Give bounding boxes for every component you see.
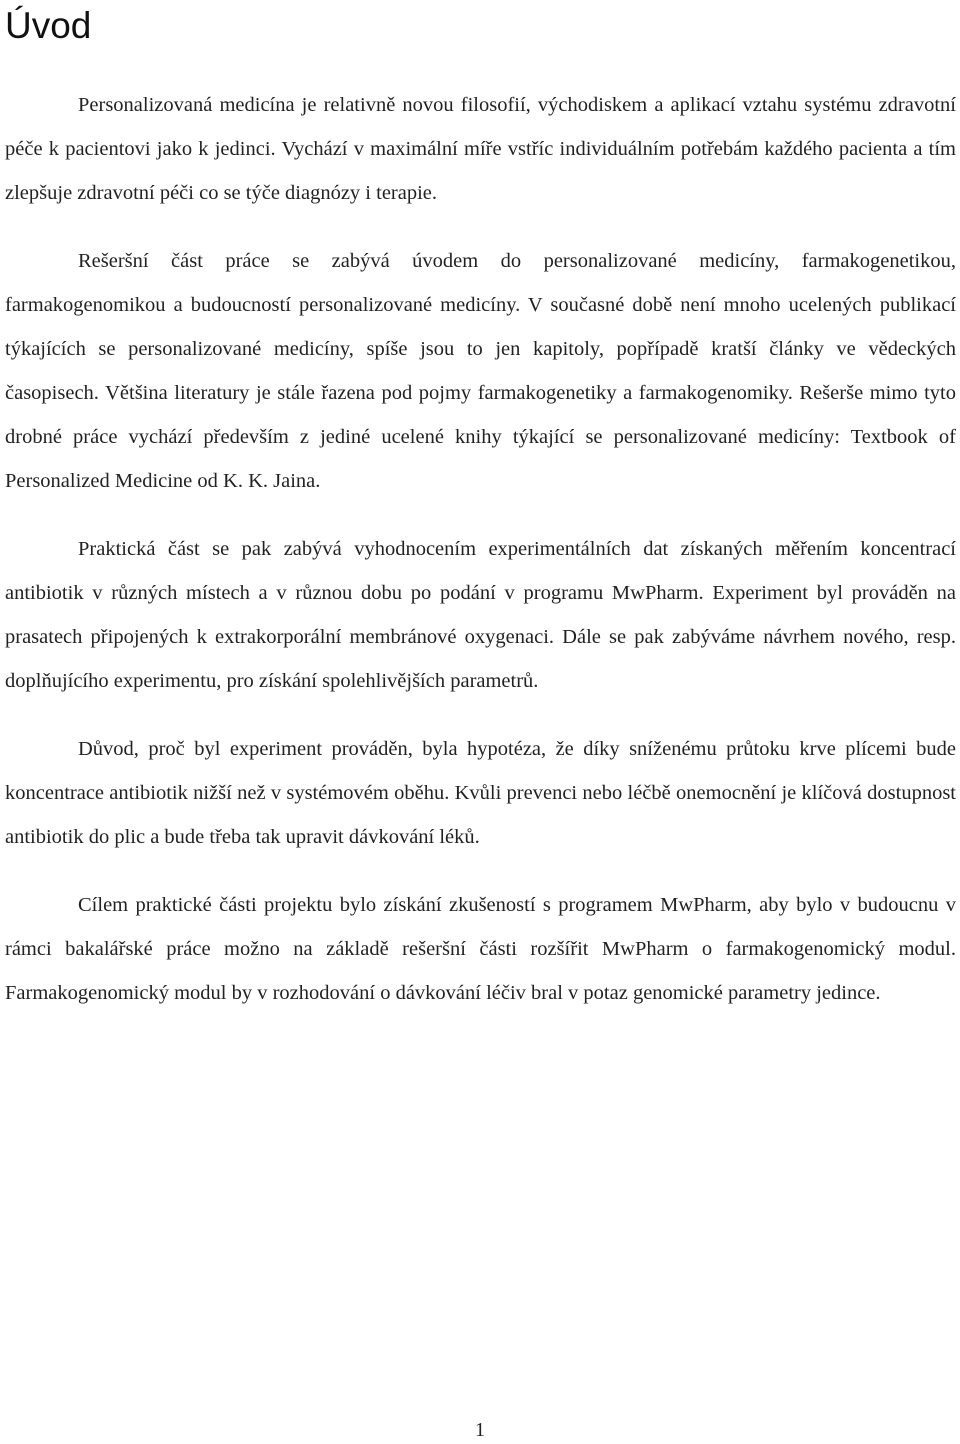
paragraph-practical-part: Praktická část se pak zabývá vyhodnocením experimentálních dat získaných měřením koncentrací antibiotik v různých místech a v různou dobu po podání v programu MwPharm. Experiment byl prováděn na prasatech připojených k extrakorporální membránové oxygenaci. Dále se pak zabýváme návrhem nového, resp. doplňujícího experimentu, pro získání spolehlivějších parametrů. bbox=[5, 538, 956, 692]
paragraph-research-part: Rešeršní část práce se zabývá úvodem do personalizované medicíny, farmakogenetikou, farmakogenomikou a budoucností personalizované medicíny. V současné době není mnoho ucelených publikací týkajících se personalizované medicíny, spíše jsou to jen kapitoly, popřípadě kratší články ve vědeckých časopisech. Většina literatury je stále řazena pod pojmy farmakogenetiky a farmakogenomiky. Rešerše mimo tyto drobné práce vychází především z jediné ucelené knihy týkající se personalizované medicíny: Textbook of Personalized Medicine od K. K. Jaina. bbox=[5, 250, 956, 492]
paragraph-intro: Personalizovaná medicína je relativně novou filosofií, východiskem a aplikací vztahu systému zdravotní péče k pacientovi jako k jedinci. Vychází v maximální míře vstříc individuálním potřebám každého pacienta a tím zlepšuje zdravotní péči co se týče diagnózy i terapie. bbox=[5, 94, 956, 204]
body-text bbox=[5, 83, 956, 1015]
section-heading: Úvod bbox=[5, 5, 92, 46]
paragraph-hypothesis: Důvod, proč byl experiment prováděn, byla hypotéza, že díky sníženému průtoku krve plícemi bude koncentrace antibiotik nižší než v systémovém oběhu. Kvůli prevenci nebo léčbě onemocnění je klíčová dostupnost antibiotik do plic a bude třeba tak upravit dávkování léků. bbox=[5, 738, 956, 848]
page-number: 1 bbox=[475, 1419, 485, 1441]
paragraph-goal: Cílem praktické části projektu bylo získání zkušeností s programem MwPharm, aby bylo v budoucnu v rámci bakalářské práce možno na základě rešeršní části rozšířit MwPharm o farmakogenomický modul. Farmakogenomický modul by v rozhodování o dávkování léčiv bral v potaz genomické parametry jedince. bbox=[5, 894, 956, 1004]
